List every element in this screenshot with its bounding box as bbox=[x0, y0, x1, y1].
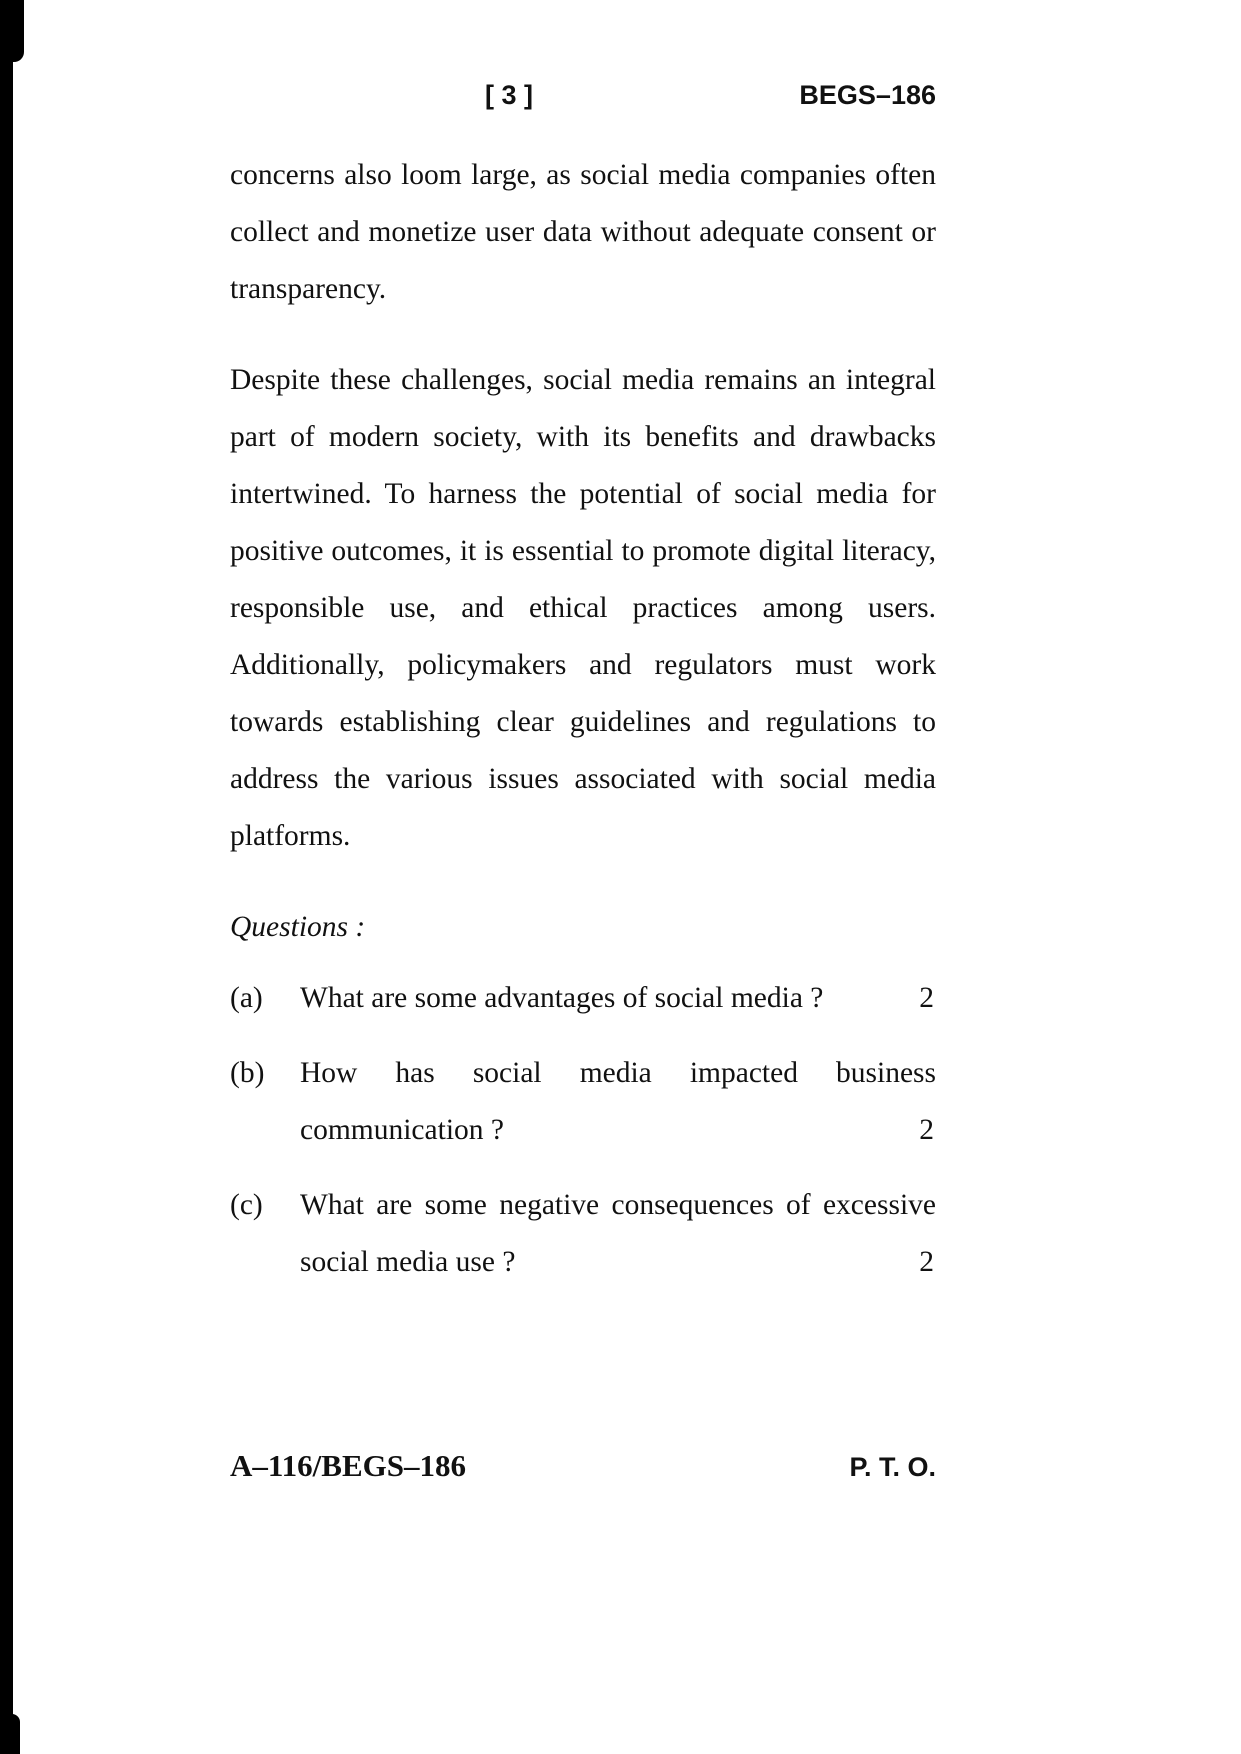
question-item-c bbox=[230, 1177, 936, 1291]
question-text: How has social media impacted business communication ? bbox=[300, 1057, 936, 1146]
course-code: BEGS–186 bbox=[799, 80, 936, 110]
scan-artifact-bottom-corner bbox=[0, 1714, 20, 1754]
page-footer bbox=[230, 1448, 936, 1484]
question-item-b bbox=[230, 1045, 936, 1159]
question-marks: 2 bbox=[919, 1246, 934, 1278]
question-label: (a) bbox=[230, 982, 263, 1014]
scan-artifact-top-corner bbox=[0, 0, 24, 62]
question-item-a bbox=[230, 970, 936, 1027]
page-number: [ 3 ] bbox=[485, 80, 534, 110]
footer-paper-code: A–116/BEGS–186 bbox=[230, 1448, 466, 1483]
question-label: (c) bbox=[230, 1189, 263, 1221]
question-marks: 2 bbox=[919, 982, 934, 1014]
question-marks: 2 bbox=[919, 1114, 934, 1146]
question-label: (b) bbox=[230, 1057, 265, 1089]
page-header bbox=[230, 80, 936, 111]
page-content bbox=[230, 80, 936, 1309]
question-text: What are some negative consequences of excessive social media use ? bbox=[300, 1189, 936, 1278]
body-paragraph: concerns also loom large, as social media companies often collect and monetize user data without adequate consent or transparency. bbox=[230, 159, 936, 305]
body-paragraph: Despite these challenges, social media remains an integral part of modern society, with its benefits and drawbacks intertwined. To harness the potential of social media for positive outcomes, it is essential to promote digital literacy, responsible use, and ethical practices among users. Additionally, policymakers and regulators must work towards establishing clear guidelines and regulations to address the various issues associated with social media platforms. bbox=[230, 364, 936, 852]
questions-heading: Questions : bbox=[230, 911, 366, 943]
footer-pto: P. T. O. bbox=[849, 1452, 936, 1482]
scan-artifact-left-strip bbox=[0, 0, 13, 1754]
question-text: What are some advantages of social media ? bbox=[300, 982, 824, 1014]
